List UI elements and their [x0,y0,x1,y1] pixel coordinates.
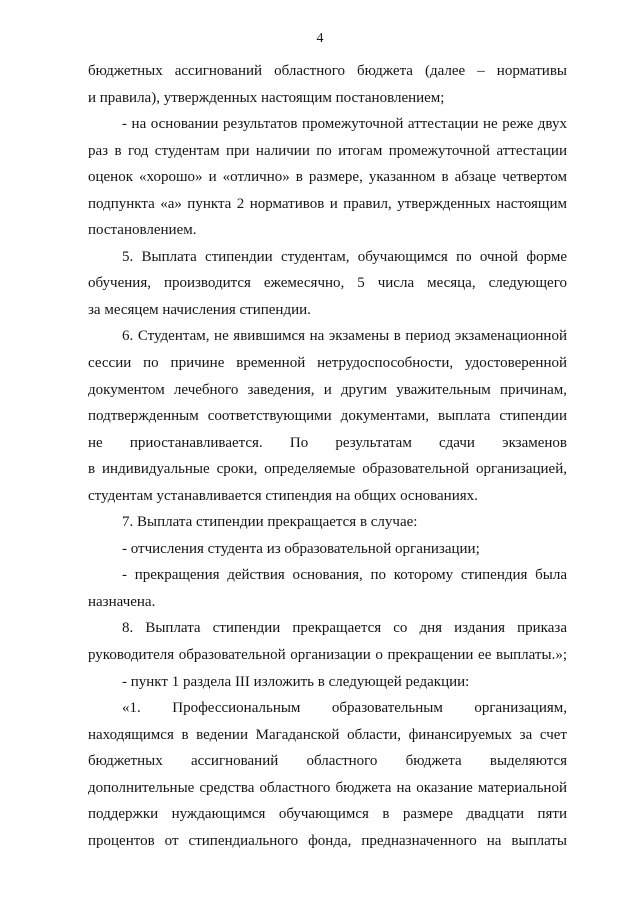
text-line: назначена. [88,593,156,610]
text-line: оценок «хорошо» и «отлично» в размере, указанном в абзаце четвертом [88,169,567,186]
text-line: - на основании результатов промежуточной аттестации не реже двух [122,116,567,133]
text-line: обучения, производится ежемесячно, 5 числа месяца, следующего [88,275,567,292]
text-line: бюджетных ассигнований областного бюджета (далее – нормативы [88,63,567,79]
text-line: постановлением. [88,222,197,239]
text-line: дополнительные средства областного бюджета на оказание материальной [88,779,567,796]
text-line: - отчисления студента из образовательной организации; [122,540,480,557]
text-line: «1. Профессиональным образовательным организациям, [122,700,567,717]
text-line: подтвержденным соответствующими документами, выплата стипендии [88,408,567,425]
document-body [88,58,567,854]
text-line: сессии по причине временной нетрудоспособности, удостоверенной [88,355,567,372]
text-line: - прекращения действия основания, по которому стипендия была [122,567,567,584]
text-line: 6. Студентам, не явившимся на экзамены в период экзаменационной [122,328,567,345]
page-number: 4 [316,31,324,46]
text-line: не приостанавливается. По результатам сдачи экзаменов [88,434,567,451]
text-line: находящимся в ведении Магаданской области, финансируемых за счет [88,726,567,743]
text-line: и правила), утвержденных настоящим постановлением; [88,89,445,106]
text-line: руководителя образовательной организации о прекращении ее выплаты.»; [88,647,567,664]
text-line: документом лечебного заведения, и другим уважительным причинам, [88,381,567,398]
text-line: за месяцем начисления стипендии. [88,301,311,318]
text-line: 8. Выплата стипендии прекращается со дня издания приказа [122,620,567,637]
text-line: поддержки нуждающимся обучающимся в размере двадцати пяти [88,806,567,823]
text-line: бюджетных ассигнований областного бюджета выделяются [88,753,567,770]
text-line: студентам устанавливается стипендия на общих основаниях. [88,487,478,504]
text-line: процентов от стипендиального фонда, предназначенного на выплаты [88,832,567,849]
text-line: 7. Выплата стипендии прекращается в случае: [122,514,418,531]
text-line: подпункта «а» пункта 2 нормативов и правил, утвержденных настоящим [88,195,567,212]
text-line: раз в год студентам при наличии по итогам промежуточной аттестации [88,142,567,159]
text-line: 5. Выплата стипендии студентам, обучающимся по очной форме [122,248,567,265]
text-line: - пункт 1 раздела III изложить в следующей редакции: [122,673,470,690]
text-line: в индивидуальные сроки, определяемые образовательной организацией, [88,461,567,478]
